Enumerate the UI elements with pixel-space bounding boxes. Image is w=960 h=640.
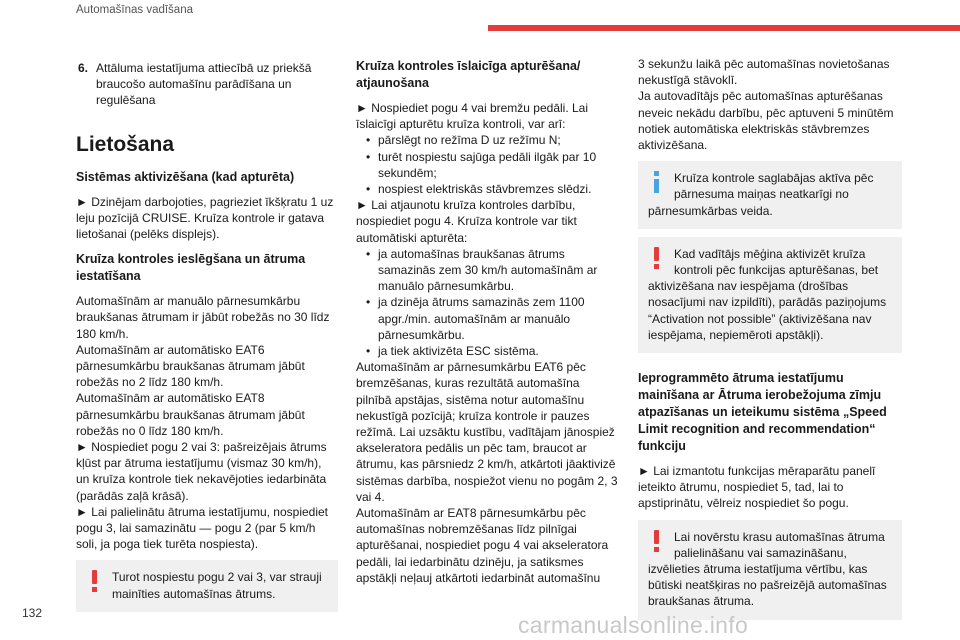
list-item: • ja automašīnas braukšanas ātrums samazinās zem 30 km/h automašīnām ar manuālo pārnesumkārbu. — [366, 246, 598, 294]
warning-icon — [648, 530, 664, 552]
warning-text: Lai novērstu krasu automašīnas ātruma palielināšanu vai samazināšanu, izvēlieties ātruma iestatījuma vērtību, kas būtiski neatšķiras no pašreizējā automašīnas braukšanas ātruma. — [648, 529, 887, 609]
column-3 — [638, 56, 902, 628]
warning-text: Turot nospiestu pogu 2 vai 3, var strauji mainīties automašīnas ātrums. — [112, 570, 322, 601]
section-heading: Lietošana — [76, 132, 175, 156]
warning-icon — [648, 247, 664, 269]
warning-icon — [86, 570, 102, 592]
list-item: • ja dzinēja ātrums samazinās zem 1100 apgr./min. automašīnām ar manuālo pārnesumkārbu. — [366, 295, 585, 342]
page-number: 132 — [22, 606, 43, 620]
paragraph: Automašīnām ar automātisko EAT6 pārnesumkārbu braukšanas ātrumam jābūt robežās no 2 līdz 180 km/h. — [76, 342, 305, 390]
warning-box — [638, 237, 902, 353]
paragraph: Automašīnām ar manuālo pārnesumkārbu braukšanas ātrumam ir jābūt robežās no 30 līdz 180 km/h. — [76, 294, 330, 341]
list-item-6 — [78, 60, 338, 109]
subheading-pause-resume: Kruīza kontroles īslaicīga apturēšana/ atjaunošana — [356, 59, 581, 90]
item-text: Attāluma iestatījuma attiecībā uz priekšā braucošo automašīnu parādīšana un regulēšana — [96, 61, 312, 108]
watermark: carmanualsonline.info — [518, 612, 749, 638]
column-1 — [76, 56, 338, 620]
warning-text: Kad vadītājs mēģina aktivizēt kruīza kontroli pēc funkcijas apturēšanas, bet aktivizēšana nav iespējama (drošības nosacījumi nav izpildīti), parādās paziņojums “Activation not possible” (aktivizēšana nav iespējama, nepiemēroti apstākļi). — [648, 246, 887, 342]
paragraph: ► Lai palielinātu ātruma iestatījumu, nospiediet pogu 3, lai samazinātu — pogu 2 (par 5 km/h soli, ja poga tiek turēta nospiesta). — [76, 504, 329, 552]
list-item: • turēt nospiestu sajūga pedāli ilgāk par 10 sekundēm; — [366, 149, 597, 180]
paragraph: ► Nospiediet pogu 2 vai 3: pašreizējais ātrums kļūst par ātruma iestatījumu (vismaz 30 km/h), un kruīza kontrole tiek nekavējoties iedarbināta (parādās zaļā krāsā). — [76, 440, 327, 503]
paragraph: ► Nospiediet pogu 4 vai bremžu pedāli. Lai īslaicīgi apturētu kruīza kontroli, var arī: — [356, 101, 589, 132]
paragraph: Ja autovadītājs pēc automašīnas apturēšanas neveic nekādu darbību, pēc aptuveni 5 minūtēm notiek automātiska elektriskās stāvbremzes aktivizēšana. — [638, 89, 894, 153]
paragraph: ► Lai atjaunotu kruīza kontroles darbību, nospiediet pogu 4. Kruīza kontrole var tikt automātiski apturēta: — [356, 198, 577, 245]
info-text: Kruīza kontrole saglabājas aktīva pēc pārnesuma maiņas neatkarīgi no pārnesumkārbas veida. — [648, 171, 874, 218]
paragraph: 3 sekunžu laikā pēc automašīnas novietošanas nekustīgā stāvoklī. — [638, 57, 890, 88]
paragraph: ► Dzinējam darbojoties, pagrieziet īkšķratu 1 uz leju pozīcijā CRUISE. Kruīza kontrole ir gatava lietošanai (pelēks displejs). — [76, 194, 334, 242]
list-item: • pārslēgt no režīma D uz režīmu N; — [366, 133, 561, 148]
paragraph: ► Lai izmantotu funkcijas mēraparātu panelī ieteikto ātrumu, nospiediet 5, tad, lai to apstiprinātu, vēlreiz nospiediet šo pogu. — [638, 464, 876, 511]
column-2 — [356, 56, 618, 586]
subheading-activation: Sistēmas aktivizēšana (kad apturēta) — [76, 169, 295, 184]
warning-box — [76, 560, 338, 611]
warning-box — [638, 520, 902, 620]
running-header: Automašīnas vadīšana — [76, 4, 193, 16]
paragraph: Automašīnām ar automātisko EAT8 pārnesumkārbu braukšanas ātrumam jābūt robežās no 0 līdz 180 km/h. — [76, 391, 305, 438]
info-box — [638, 161, 902, 229]
list-item: • ja tiek aktivizēta ESC sistēma. — [366, 344, 539, 359]
info-icon — [648, 171, 664, 193]
list-item: • nospiest elektriskās stāvbremzes slēdzi. — [366, 182, 592, 197]
paragraph: Automašīnām ar pārnesumkārbu EAT6 pēc bremzēšanas, kuras rezultātā automašīna pilnībā apstājas, sistēma notur automašīnu nekustīgā pozīcijā; kruīza kontrole ir pauzes režīmā. Lai uzsāktu kustību, vadītājam jānospiež akseleratora pedālis un pēc tam, braucot ar ātrumu, kas pārsniedz 2 km/h, atkārtoti jāaktivizē sistēmas darbība, nospiežot vienu no pogām 2, 3 vai 4. — [356, 360, 618, 504]
subheading-switch-on: Kruīza kontroles ieslēgšana un ātruma iestatīšana — [76, 252, 306, 284]
item-number: 6. — [78, 61, 89, 75]
header-accent-bar — [488, 25, 960, 31]
paragraph: Automašīnām ar EAT8 pārnesumkārbu pēc automašīnas nobremzēšanas līdz pilnīgai apturēšanai, nospiediet pogu 4 vai akseleratora pedāli, lai iedarbinātu dzinēju, ja satiksmes apstākļi neļauj atkārtoti iedarbināt automašīnu — [356, 506, 609, 585]
subheading-speed-limit: Ieprogrammēto ātruma iestatījumu mainīšana ar Ātruma ierobežojuma zīmju atpazīšanas un ieteikumu sistēma „Speed Limit recognition and recommendation“ funkciju — [638, 371, 887, 454]
